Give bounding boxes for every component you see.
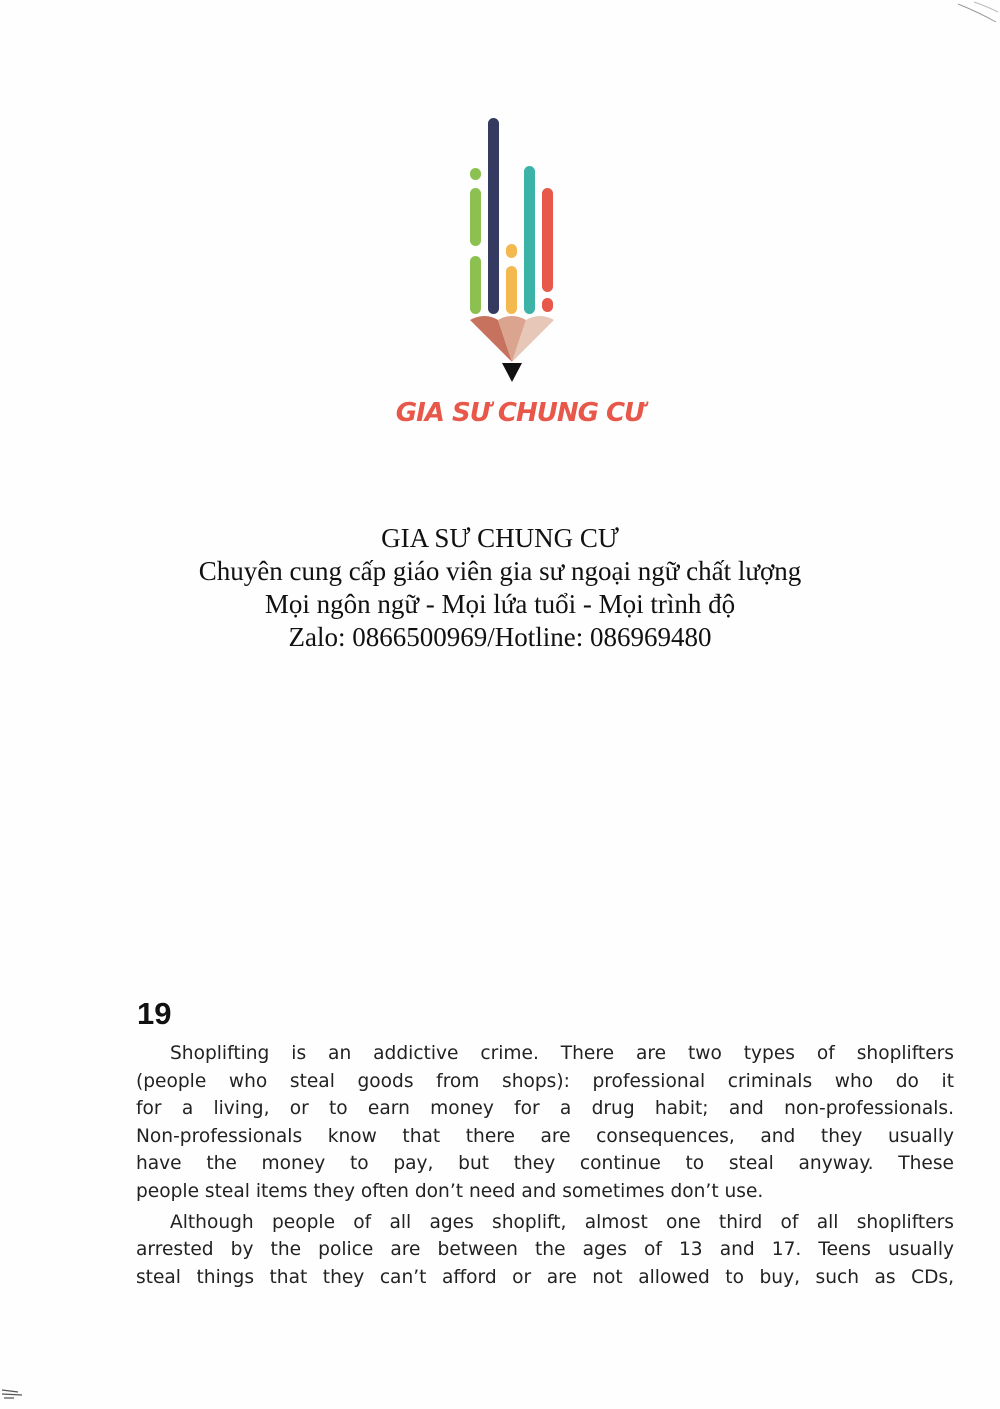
header-block: [100, 522, 900, 654]
passage-line: Non-professionals know that there are consequences, and they usually: [136, 1125, 954, 1147]
pencil-logo-icon: [460, 110, 570, 390]
passage-line: steal things that they can’t afford or are not allowed to buy, such as CDs,: [136, 1266, 954, 1288]
passage-line: for a living, or to earn money for a drug habit; and non-professionals.: [136, 1098, 954, 1120]
passage-line: arrested by the police are between the ages of 13 and 17. Teens usually: [136, 1239, 954, 1261]
header-slogan: Mọi ngôn ngữ - Mọi lứa tuổi - Mọi trình độ: [264, 589, 736, 619]
passage-line: Although people of all ages shoplift, almost one third of all shoplifters: [170, 1211, 954, 1233]
passage-line: people steal items they often don’t need and sometimes don’t use.: [136, 1180, 764, 1202]
brand-wordmark: GIA SƯ CHUNG CƯ: [395, 398, 645, 428]
passage-line: have the money to pay, but they continue to steal anyway. These: [136, 1153, 954, 1175]
scan-corner-mark-icon: [0, 1384, 40, 1409]
passage: [136, 1040, 954, 1291]
header-title: GIA SƯ CHUNG CƯ: [381, 523, 619, 553]
scan-corner-mark-icon: [950, 0, 1000, 30]
passage-line: Shoplifting is an addictive crime. There are two types of shoplifters: [170, 1043, 954, 1064]
section-number: 19: [137, 996, 172, 1031]
passage-line: (people who steal goods from shops): professional criminals who do it: [136, 1070, 954, 1092]
header-tagline: Chuyên cung cấp giáo viên gia sư ngoại ngữ chất lượng: [198, 556, 802, 586]
header-contact: Zalo: 0866500969/Hotline: 086969480: [288, 622, 712, 652]
